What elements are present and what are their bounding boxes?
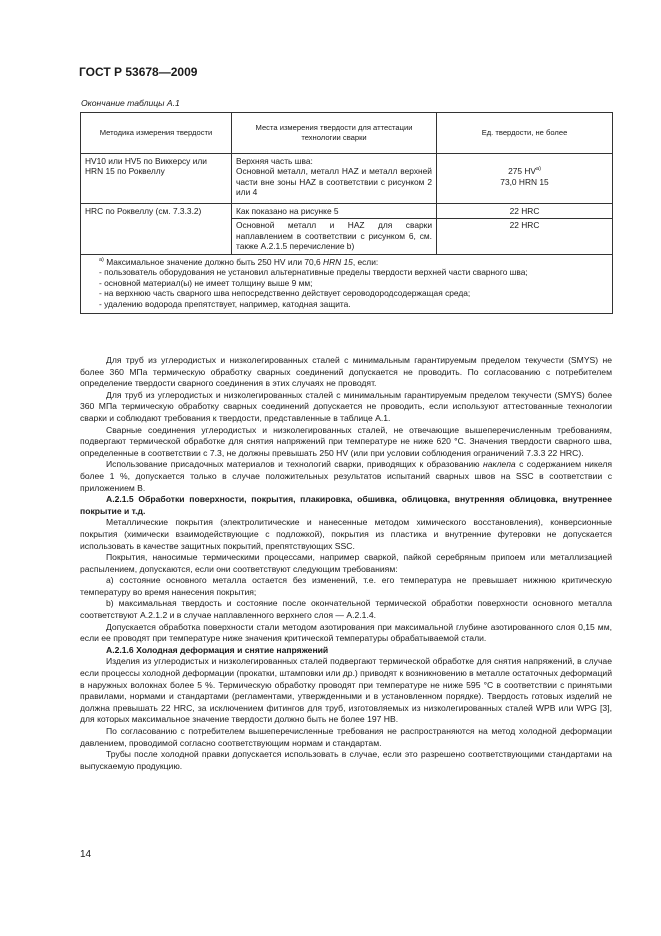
cell-place: Верхняя часть шва: Основной металл, металл HAZ и металл верхней части вне зоны HAZ в соответствии с рисунком 2 или 4	[232, 154, 437, 204]
table-footnote	[81, 254, 613, 313]
value-hv: 275 HV	[508, 166, 537, 176]
paragraph: Металлические покрытия (электролитические и нанесенные методом химического восстановления), конверсионные покрытия (химически взаимодействующие с подложкой), покрытия из пластика и внутренние футеровки не допускается использовать в качестве защитных покрытий, препятствующих SSC.	[80, 517, 612, 551]
table-caption: Окончание таблицы А.1	[81, 98, 180, 108]
footnote-item: - на верхнюю часть сварного шва непосредственно действует сероводородсодержащая среда;	[99, 288, 471, 299]
table-header-row	[81, 113, 613, 154]
document-header: ГОСТ Р 53678—2009	[79, 65, 198, 79]
footnote-intro-end: , если:	[352, 256, 379, 267]
paragraph-text: Использование присадочных материалов и технологий сварки, приводящих к образованию	[106, 459, 483, 470]
cell-value	[437, 154, 613, 204]
cell-method: HV10 или HV5 по Виккерсу или HRN 15 по Роквеллу	[81, 154, 232, 204]
paragraph: Для труб из углеродистых и низколегированных сталей с минимальным гарантируемым пределом текучести (SMYS) не более 360 МПа термическую обработку сварных соединений допускается не проводить. По согласованию с потребителем определение твердости сварного соединения в этих случаях не проводят.	[80, 355, 612, 389]
footnote-item: - пользователь оборудования не установил альтернативные пределы твердости верхней части сварного шва;	[99, 267, 528, 278]
paragraph	[80, 459, 612, 494]
footnote-intro	[85, 257, 608, 268]
paragraph: Сварные соединения углеродистых и низколегированных сталей, не отвечающие вышеперечисленным требованиям, подвергают термической обработке для снятия напряжений при температуре не ниже 620 °С. Значения твердости сварного шва, определенные в соответствии с 7.3, не должны превышать 250 HV (или при условии соблюдения ограничений 7.3.3 22 HRC).	[80, 424, 612, 458]
paragraph: Покрытия, наносимые термическими процессами, например сваркой, пайкой серебряным припоем или металлизацией распылением, допускаются, если они соответствуют следующим требованиям:	[80, 552, 612, 574]
section-heading: А.2.1.5 Обработки поверхности, покрытия, плакировка, обшивка, облицовка, внутренняя облицовка, внутреннее покрытие и т.д.	[80, 494, 612, 516]
cell-place: Основной металл и HAZ для сварки наплавлением в соответствии с рисунком 6, см. также А.2.1.5 перечисление b)	[232, 218, 437, 254]
paragraph: Изделия из углеродистых и низколегированных сталей подвергают термической обработке для снятия напряжений, в случае если процессы холодной деформации (прокатки, штамповки или др.) приводят к возникновению в металле остаточных деформаций в наружных волокнах более 5 %. Термическую обработку проводят при температуре не ниже 595 °С в соответствии с принятыми правилами, нормами и стандартами (регламентами, утвержденными и в установленном порядке). Твердость готовых изделий не должна превышать 22 HRC, за исключением фитингов для труб, изготовляемых из низколегированных сталей WPB или WPG [3], для которых максимальное значение твердости должно быть не более 197 НВ.	[80, 656, 612, 725]
body-text	[80, 355, 612, 772]
footnote-intro-italic: HRN 15	[323, 256, 353, 267]
paragraph: b) максимальная твердость и состояние после окончательной термической обработки поверхности основного металла соответствуют А.2.1.2 и в случае наплавленного верхнего слоя — А.2.1.4.	[80, 598, 612, 621]
paragraph-italic: наклепа	[483, 459, 516, 470]
paragraph: а) состояние основного металла остается без изменений, т.е. его температура не превышает нижнюю критическую температуру во время нанесения покрытия;	[80, 575, 612, 597]
paragraph: Допускается обработка поверхности стали методом азотирования при максимальной глубине азотированного слоя 0,15 мм, если ее проводят при температуре ниже значения критической температуры обрабатываемой стали.	[80, 621, 612, 644]
paragraph: Трубы после холодной правки допускается использовать в случае, если это разрешено соответствующими стандартами на выпускаемую продукцию.	[80, 749, 612, 771]
page-number: 14	[80, 849, 92, 860]
paragraph: По согласованию с потребителем вышеперечисленные требования не распространяются на метод холодной деформации давлением, проводимой согласно соответствующим нормам и стандартам.	[80, 726, 612, 748]
hardness-table	[80, 112, 613, 314]
footnote-mark: a)	[99, 256, 104, 263]
cell-value: 22 HRC	[437, 218, 613, 254]
footnote-item: - удалению водорода препятствует, например, катодная защита.	[99, 298, 351, 309]
cell-method: HRC по Роквеллу (см. 7.3.3.2)	[81, 204, 232, 255]
footnote-ref: a)	[536, 166, 541, 173]
cell-place: Как показано на рисунке 5	[232, 204, 437, 219]
footnote-intro-text: Максимальное значение должно быть 250 HV или 70,6	[103, 256, 324, 267]
paragraph-text: с содержанием никеля более 1 %, допускается только в случае положительных результатов испытаний сварных швов на SSC в соответствии с приложением В.	[80, 459, 613, 493]
column-header-place: Места измерения твердости для аттестации технологии сварки	[232, 113, 437, 154]
table-row	[81, 204, 613, 219]
table-row	[81, 154, 613, 204]
table-footnote-row	[81, 254, 613, 313]
paragraph: Для труб из углеродистых и низколегированных сталей с минимальным гарантируемым пределом текучести (SMYS) более 360 МПа термическую обработку сварных соединений допускается не проводить, если используют аттестованные технологии сварки и соблюдают требования к твердости, представленные в таблице А.1.	[80, 389, 612, 423]
cell-value: 22 HRC	[437, 204, 613, 219]
footnote-item: - основной материал(ы) не имеет толщину выше 9 мм;	[99, 277, 313, 288]
column-header-method: Методика измерения твердости	[81, 113, 232, 154]
section-heading: А.2.1.6 Холодная деформация и снятие напряжений	[106, 644, 329, 655]
column-header-value: Ед. твердости, не более	[437, 113, 613, 154]
value-hrn: 73,0 HRN 15	[500, 176, 549, 187]
